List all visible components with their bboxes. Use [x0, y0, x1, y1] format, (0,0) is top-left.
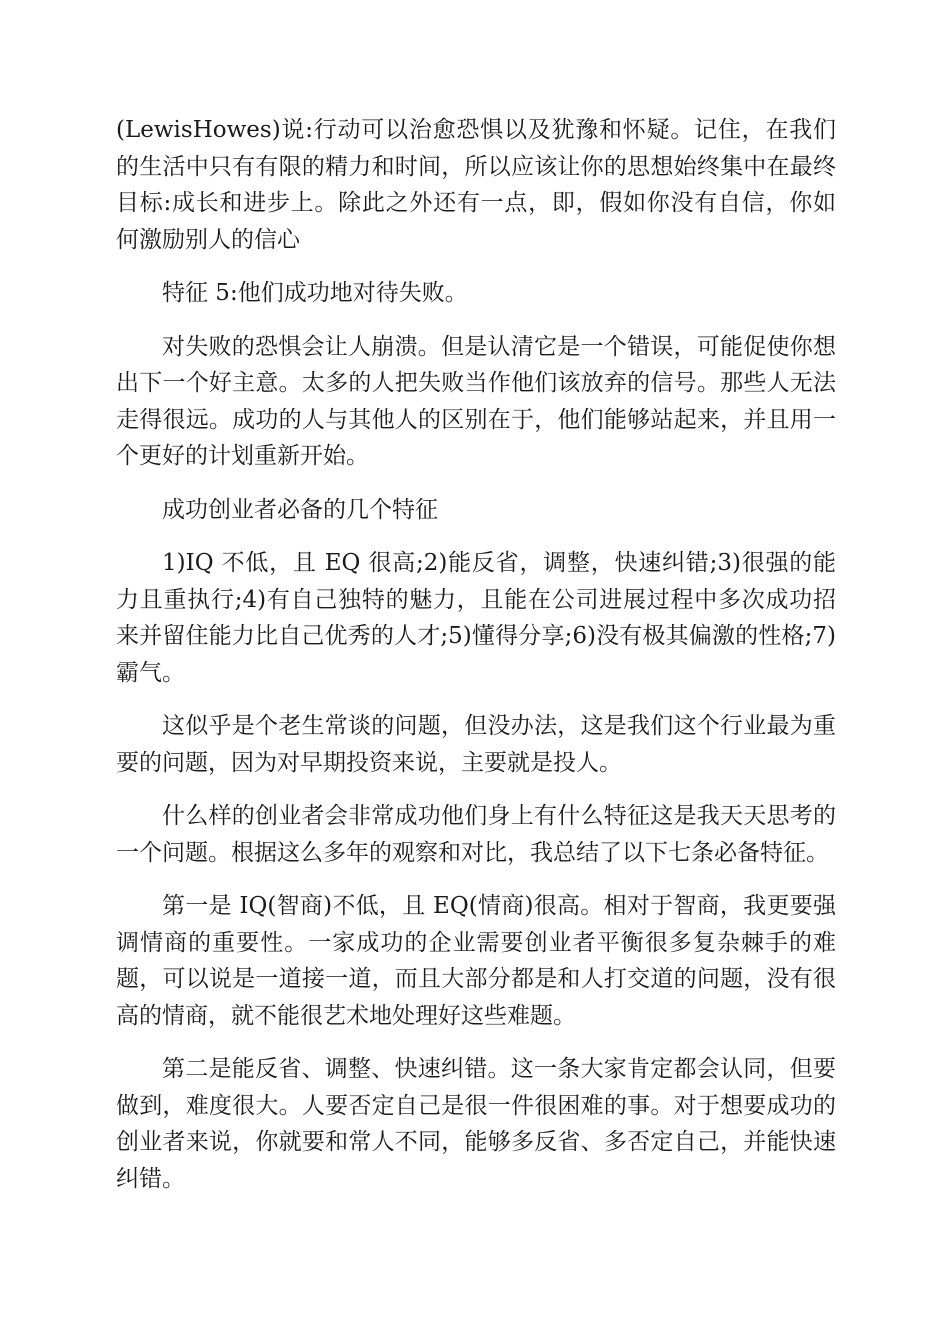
paragraph-second-trait: 第二是能反省、调整、快速纠错。这一条大家肯定都会认同，但要做到，难度很大。人要否定自己是很一件很困难的事。对于想要成功的创业者来说，你就要和常人不同，能够多反省、多否定自己，并能快速纠错。: [116, 1056, 836, 1192]
paragraph-investment-note: 这似乎是个老生常谈的问题，但没办法，这是我们这个行业最为重要的问题，因为对早期投资来说，主要就是投人。: [116, 713, 836, 776]
paragraph-first-trait: 第一是 IQ(智商)不低，且 EQ(情商)很高。相对于智商，我更要强调情商的重要性。一家成功的企业需要创业者平衡很多复杂棘手的难题，可以说是一道接一道，而且大部分都是和人打交道的问题，没有很高的情商，就不能很艺术地处理好这些难题。: [116, 893, 836, 1029]
paragraph-section-heading: 成功创业者必备的几个特征: [162, 496, 438, 523]
paragraph-trait-list: 1)IQ 不低，且 EQ 很高;2)能反省，调整，快速纠错;3)很强的能力且重执行;4)有自己独特的魅力，且能在公司进展过程中多次成功招来并留住能力比自己优秀的人才;5)懂得分享;6)没有极其偏激的性格;7)霸气。: [116, 550, 836, 686]
paragraph-continuation: (LewisHowes)说:行动可以治愈恐惧以及犹豫和怀疑。记住，在我们的生活中只有有限的精力和时间，所以应该让你的思想始终集中在最终目标:成长和进步上。除此之外还有一点，即，假如你没有自信，你如何激励别人的信心: [116, 117, 836, 253]
document-body: [116, 112, 836, 1214]
paragraph-seven-traits-intro: 什么样的创业者会非常成功他们身上有什么特征这是我天天思考的一个问题。根据这么多年的观察和对比，我总结了以下七条必备特征。: [116, 803, 836, 866]
paragraph-fear-of-failure: 对失败的恐惧会让人崩溃。但是认清它是一个错误，可能促使你想出下一个好主意。太多的人把失败当作他们该放弃的信号。那些人无法走得很远。成功的人与其他人的区别在于，他们能够站起来，并且用一个更好的计划重新开始。: [116, 333, 836, 469]
paragraph-trait-5-heading: 特征 5:他们成功地对待失败。: [162, 280, 468, 306]
